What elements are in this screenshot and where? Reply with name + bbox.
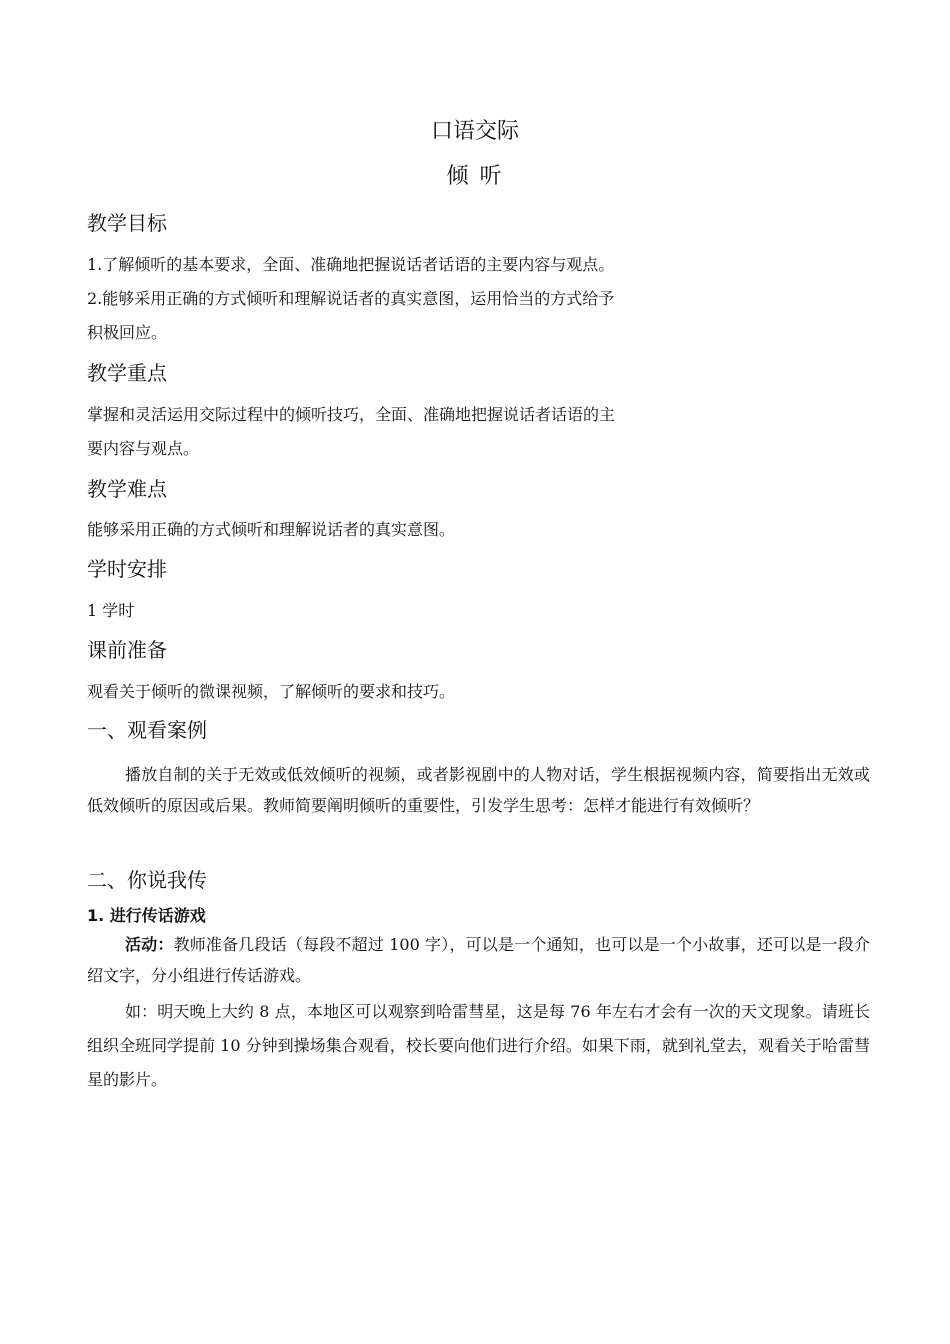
example-paragraph: 如：明天晚上大约 8 点，本地区可以观察到哈雷彗星，这是每 76 年左右才会有一次的天文现象。请班长组织全班同学提前 10 分钟到操场集合观看，校长要向他们进行介绍。如果下雨，就到礼堂去，观看关于哈雷彗星的影片。 — [87, 1002, 870, 1089]
difficulties-line-1: 能够采用正确的方式倾听和理解说话者的真实意图。 — [87, 520, 456, 539]
objectives-heading: 教学目标 — [87, 211, 167, 235]
preparation-line-1: 观看关于倾听的微课视频，了解倾听的要求和技巧。 — [87, 682, 456, 701]
difficulties-heading: 教学难点 — [87, 477, 167, 501]
activity-label: 活动： — [125, 935, 174, 954]
section-2-subheading-1: 1. 进行传话游戏 — [87, 906, 206, 925]
key-points-heading: 教学重点 — [87, 361, 167, 385]
activity-paragraph — [87, 929, 870, 991]
document-title: 口语交际 — [430, 119, 519, 144]
schedule-line-1: 1 学时 — [87, 601, 135, 620]
objective-item-1: 1.了解倾听的基本要求，全面、准确地把握说话者话语的主要内容与观点。 — [87, 255, 615, 274]
section-1-heading: 一、观看案例 — [87, 718, 207, 742]
document-subtitle: 倾 听 — [446, 164, 504, 189]
objective-item-2-line-2: 积极回应。 — [87, 323, 168, 342]
key-points-line-1: 掌握和灵活运用交际过程中的倾听技巧，全面、准确地把握说话者话语的主 — [87, 405, 616, 424]
key-points-line-2: 要内容与观点。 — [87, 439, 200, 458]
objective-item-2-line-1: 2.能够采用正确的方式倾听和理解说话者的真实意图，运用恰当的方式给予 — [87, 289, 615, 308]
section-2-heading: 二、你说我传 — [87, 868, 207, 892]
section-1-paragraph: 播放自制的关于无效或低效倾听的视频，或者影视剧中的人物对话，学生根据视频内容，简要指出无效或低效倾听的原因或后果。教师简要阐明倾听的重要性，引发学生思考：怎样才能进行有效倾听？ — [87, 765, 870, 815]
preparation-heading: 课前准备 — [87, 638, 167, 662]
schedule-heading: 学时安排 — [87, 557, 167, 581]
activity-text: 教师准备几段话（每段不超过 100 字），可以是一个通知，也可以是一个小故事，还可以是一段介绍文字，分小组进行传话游戏。 — [87, 935, 870, 985]
